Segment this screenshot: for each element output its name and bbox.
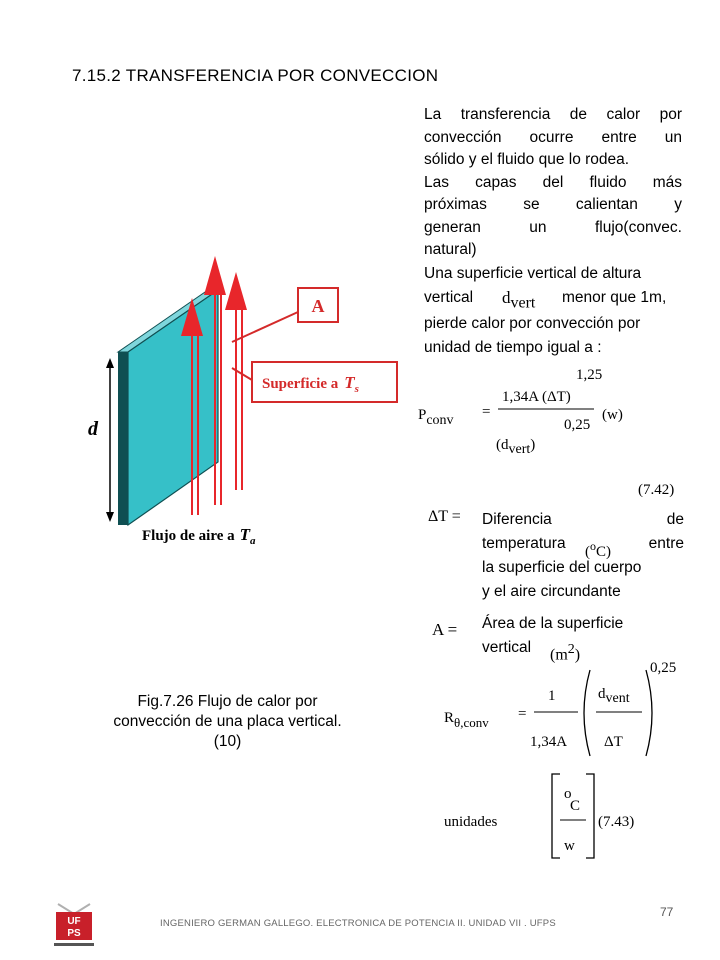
delta-t-line4: y el aire circundante (482, 583, 621, 600)
page-number: 77 (660, 905, 674, 919)
para-line: La transferencia de calor por (424, 106, 682, 123)
formula1-num-exp: 1,25 (576, 367, 603, 383)
delta-t-entre: entre (648, 535, 684, 552)
units-bracket-right (586, 774, 594, 858)
para-line: convección ocurre entre un (424, 128, 682, 146)
formula2-lhs: Rθ,conv (444, 710, 489, 730)
para-line: natural) (424, 241, 477, 258)
delta-t-line2 (482, 532, 684, 560)
delta-t-diferencia: Diferencia (482, 511, 552, 528)
units-label: unidades (444, 814, 498, 830)
formula1-denominator: (dvert) (496, 437, 536, 457)
units-num-o: o (564, 786, 572, 802)
formula2-inner-num: dvent (598, 686, 630, 706)
area-line1: Área de la superficie (482, 615, 624, 632)
d-vert-symbol: $d_{vert}$ (502, 288, 536, 312)
section-title: 7.15.2 TRANSFERENCIA POR CONVECCION (72, 66, 439, 85)
para2-line3: pierde calor por convección por (424, 315, 641, 332)
delta-t-symbol: ΔT = (428, 508, 461, 525)
intro-paragraph (424, 104, 682, 262)
dimension-arrow-top (106, 358, 114, 368)
label-d: d (88, 418, 98, 440)
label-a: A (311, 296, 325, 316)
para2-line1: Una superficie vertical de altura (424, 265, 642, 282)
delta-t-temperatura: temperatura (482, 535, 566, 552)
formula1-lhs: Pconv (418, 407, 454, 428)
page-footer: INGENIERO GERMAN GALLEGO. ELECTRONICA DE POTENCIA II. UNIDAD VII . UFPS (160, 918, 556, 929)
svg-text:UF: UF (67, 916, 81, 927)
formula1-eq: = (482, 404, 491, 420)
celsius-unit: ($^o$C) (585, 539, 612, 560)
para2-line4: unidad de tiempo igual a : (424, 339, 602, 356)
convection-plate-figure (80, 250, 410, 560)
para2-menor: menor que 1m, (562, 289, 667, 306)
formula2-denominator: 1,34A (530, 734, 568, 750)
para-line: sólido y el fluido que lo rodea. (424, 151, 630, 168)
para-line: Las capas del fluido más (424, 173, 682, 191)
delta-t-de: de (666, 511, 684, 528)
units-bracket-left (552, 774, 560, 858)
para-line: próximas se calientan y (424, 196, 682, 213)
svg-text:PS: PS (67, 928, 81, 939)
formula1-numerator: 1,34A (ΔT) (502, 389, 571, 405)
para2-vertical: vertical (424, 289, 474, 306)
formula2-paren-left (584, 670, 590, 756)
airflow-arrowhead (225, 272, 247, 310)
formula1-den-exp: 0,25 (564, 417, 591, 433)
dimension-arrow-bottom (106, 512, 114, 522)
vertical-surface-paragraph (424, 262, 690, 360)
area-unit: $(m^2)$ (550, 642, 581, 664)
figure-caption: Fig.7.26 Flujo de calor por convección de una placa vertical.(10) (113, 693, 342, 750)
formula2-exp: 0,25 (650, 660, 677, 676)
formula2-inner-den: ΔT (604, 734, 623, 750)
equation-number-7-43: (7.43) (598, 814, 635, 830)
formula2-numerator: 1 (548, 688, 556, 704)
formula1-unit: (w) (602, 407, 623, 423)
units-den: w (564, 838, 575, 854)
airflow-arrowhead (204, 256, 226, 295)
ufps-logo-icon (50, 900, 100, 952)
formula-p-conv (410, 365, 690, 465)
formula2-eq: = (518, 706, 527, 722)
label-surface: Superficie a $T_s$ (262, 373, 359, 395)
ufps-logo (50, 900, 100, 952)
para-line: generan un flujo(convec. (424, 218, 682, 236)
units-num-c: C (570, 798, 581, 814)
delta-t-definition (482, 508, 684, 604)
equation-number-7-42: (7.42) (638, 482, 675, 498)
formula-units (440, 770, 690, 865)
label-airflow: Flujo de aire a $T_a$ (142, 525, 256, 547)
delta-t-line1 (482, 508, 684, 532)
area-symbol: A = (432, 620, 458, 639)
para2-line2 (424, 286, 690, 312)
area-vertical: vertical (482, 639, 532, 656)
area-definition (482, 612, 684, 662)
formula2-paren-right (646, 670, 652, 756)
formula-r-conv (440, 658, 690, 763)
plate-face (128, 290, 218, 525)
plate-side (118, 352, 128, 525)
delta-t-line3: la superficie del cuerpo (482, 559, 642, 576)
